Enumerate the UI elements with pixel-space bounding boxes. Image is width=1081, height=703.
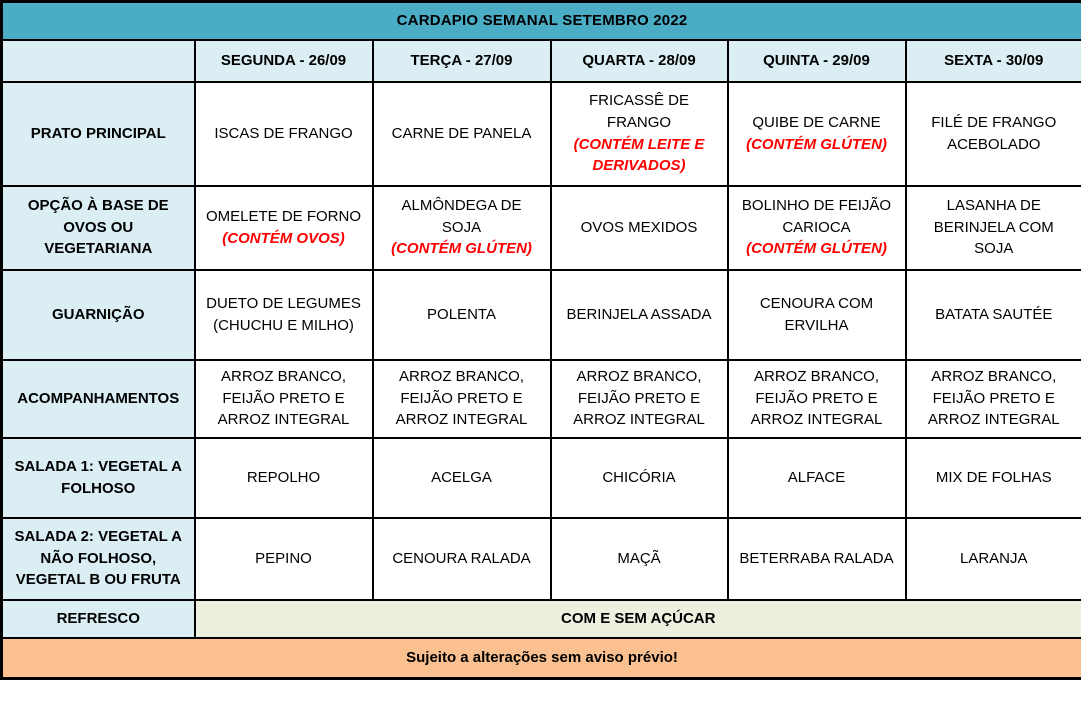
dish-name: BOLINHO DE FEIJÃO CARIOCA — [741, 196, 892, 236]
menu-cell — [906, 438, 1081, 518]
dish-name: CHICÓRIA — [602, 468, 676, 486]
dish-name: BETERRABA RALADA — [739, 549, 894, 567]
row-label: SALADA 2: VEGETAL A NÃO FOLHOSO, VEGETAL B OU FRUTA — [2, 518, 195, 600]
menu-cell — [728, 186, 906, 270]
dish-name: CARNE DE PANELA — [391, 124, 532, 142]
menu-cell — [728, 360, 906, 438]
menu-cell — [551, 270, 728, 360]
dish-name: MIX DE FOLHAS — [935, 468, 1052, 486]
corner-cell — [2, 40, 195, 82]
menu-cell — [373, 82, 551, 186]
day-header-wednesday: QUARTA - 28/09 — [551, 40, 728, 82]
table-row-opcao-ovos-vegetariana — [2, 186, 1081, 270]
day-header-row — [2, 40, 1081, 82]
dish-name: LASANHA DE BERINJELA COM SOJA — [933, 196, 1054, 258]
page-title: CARDAPIO SEMANAL SETEMBRO 2022 — [2, 2, 1081, 40]
menu-cell — [551, 360, 728, 438]
dish-name: OMELETE DE FORNO — [205, 207, 362, 225]
dish-name: ARROZ BRANCO, FEIJÃO PRETO E ARROZ INTEGRAL — [573, 367, 705, 429]
row-label: REFRESCO — [2, 600, 195, 638]
dish-name: PEPINO — [255, 549, 312, 567]
dish-name: ARROZ BRANCO, FEIJÃO PRETO E ARROZ INTEGRAL — [217, 367, 350, 429]
menu-cell — [373, 360, 551, 438]
dish-name: CENOURA RALADA — [392, 549, 531, 567]
dish-name: FRICASSÊ DE FRANGO — [588, 92, 690, 131]
dish-name: ARROZ BRANCO, FEIJÃO PRETO E ARROZ INTEGRAL — [927, 367, 1060, 429]
allergen-note: (CONTÉM GLÚTEN) — [746, 135, 887, 153]
menu-cell — [551, 438, 728, 518]
menu-cell — [906, 360, 1081, 438]
row-label: SALADA 1: VEGETAL A FOLHOSO — [2, 438, 195, 518]
menu-cell — [373, 518, 551, 600]
menu-cell — [195, 438, 373, 518]
dish-name: ACELGA — [431, 468, 492, 486]
row-label: OPÇÃO À BASE DE OVOS OU VEGETARIANA — [2, 186, 195, 270]
title-row — [2, 2, 1081, 40]
menu-cell — [551, 82, 728, 186]
dish-name: LARANJA — [960, 549, 1028, 567]
table-row-refresco — [2, 600, 1081, 638]
menu-cell — [195, 270, 373, 360]
dish-name: QUIBE DE CARNE — [752, 113, 881, 131]
dish-name: BATATA SAUTÉE — [935, 305, 1053, 323]
table-row-salada-2 — [2, 518, 1081, 600]
menu-cell — [906, 82, 1081, 186]
dish-name: ISCAS DE FRANGO — [214, 124, 353, 142]
table-row-acompanhamentos — [2, 360, 1081, 438]
menu-cell — [373, 438, 551, 518]
disclaimer-note: Sujeito a alterações sem aviso prévio! — [2, 638, 1081, 679]
dish-name: REPOLHO — [246, 468, 321, 486]
menu-cell — [728, 82, 906, 186]
menu-cell — [906, 270, 1081, 360]
table-row-salada-1 — [2, 438, 1081, 518]
menu-cell — [373, 186, 551, 270]
day-header-monday: SEGUNDA - 26/09 — [195, 40, 373, 82]
menu-cell — [906, 186, 1081, 270]
menu-cell — [373, 270, 551, 360]
footer-row — [2, 638, 1081, 679]
table-row-prato-principal — [2, 82, 1081, 186]
menu-cell — [551, 186, 728, 270]
menu-cell — [195, 82, 373, 186]
row-label: PRATO PRINCIPAL — [2, 82, 195, 186]
allergen-note: (CONTÉM GLÚTEN) — [391, 240, 532, 258]
table-row-guarnicao — [2, 270, 1081, 360]
dish-name: POLENTA — [427, 305, 496, 323]
row-label: ACOMPANHAMENTOS — [2, 360, 195, 438]
menu-cell — [195, 360, 373, 438]
dish-name: FILÉ DE FRANGO ACEBOLADO — [931, 113, 1057, 153]
menu-cell — [551, 518, 728, 600]
dish-name: ARROZ BRANCO, FEIJÃO PRETO E ARROZ INTEGRAL — [395, 367, 528, 429]
menu-cell — [195, 186, 373, 270]
dish-name: DUETO DE LEGUMES (CHUCHU E MILHO) — [206, 294, 361, 334]
dish-name: CENOURA COM ERVILHA — [759, 294, 874, 334]
menu-cell — [728, 438, 906, 518]
allergen-note: (CONTÉM GLÚTEN) — [746, 240, 887, 258]
menu-cell — [728, 518, 906, 600]
dish-name: OVOS MEXIDOS — [580, 218, 698, 236]
allergen-note: (CONTÉM OVOS) — [222, 229, 345, 247]
day-header-friday: SEXTA - 30/09 — [906, 40, 1081, 82]
menu-cell — [728, 270, 906, 360]
day-header-thursday: QUINTA - 29/09 — [728, 40, 906, 82]
menu-cell — [906, 518, 1081, 600]
dish-name: ARROZ BRANCO, FEIJÃO PRETO E ARROZ INTEGRAL — [750, 367, 883, 429]
allergen-note: (CONTÉM LEITE E DERIVADOS) — [573, 135, 705, 175]
dish-name: ALFACE — [787, 468, 846, 486]
dish-name: MAÇÃ — [617, 549, 661, 567]
dish-name: BERINJELA ASSADA — [566, 305, 712, 323]
menu-cell — [195, 518, 373, 600]
dish-name: ALMÔNDEGA DE SOJA — [401, 196, 522, 236]
refresco-value: COM E SEM AÇÚCAR — [195, 600, 1081, 638]
day-header-tuesday: TERÇA - 27/09 — [373, 40, 551, 82]
row-label: GUARNIÇÃO — [2, 270, 195, 360]
